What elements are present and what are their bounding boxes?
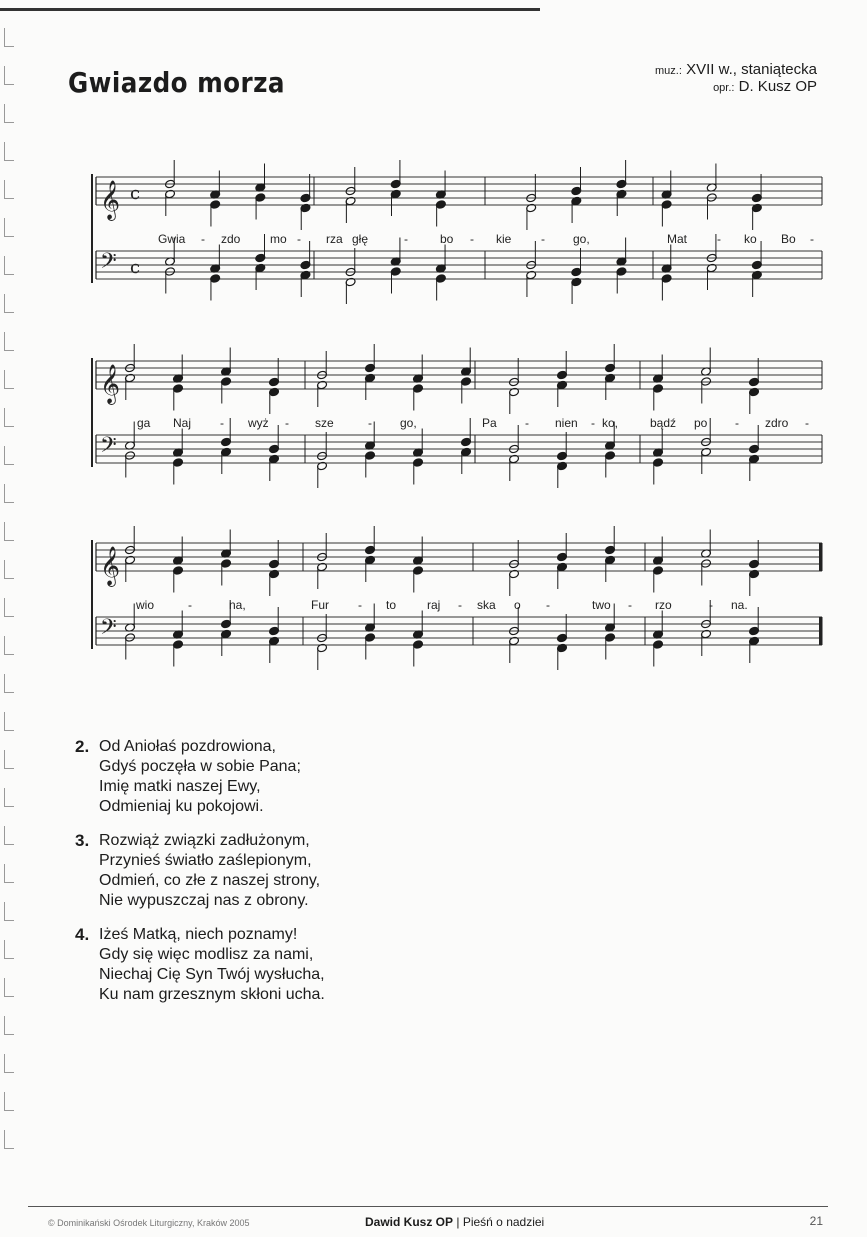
verse-number: 3. (75, 831, 90, 850)
lyric-syllable: - (220, 416, 224, 430)
lyric-syllable: głę (352, 232, 369, 246)
lyric-syllable: o (514, 598, 521, 612)
lyric-syllable: - (810, 232, 814, 246)
verse-number: 4. (75, 925, 90, 944)
page-number: 21 (809, 1214, 823, 1228)
lyric-syllable: wyż (248, 416, 269, 430)
lyric-syllable: mo (270, 232, 287, 246)
lyric-syllable: - (404, 232, 408, 246)
time-signature: c (130, 183, 141, 204)
lyric-syllable: bądź (650, 416, 677, 430)
lyric-syllable: ga (137, 416, 151, 430)
lyric-syllable: - (735, 416, 739, 430)
verses (75, 737, 325, 1019)
lyric-syllable: - (541, 232, 545, 246)
lyric-syllable: - (591, 416, 595, 430)
lyric-syllable: - (201, 232, 205, 246)
lyric-syllable: - (458, 598, 462, 612)
lyric-syllable: - (546, 598, 550, 612)
verse-line: Przynieś światło zaślepionym, (99, 852, 312, 869)
lyric-syllable: Pa (482, 416, 497, 430)
lyric-syllable: - (297, 232, 301, 246)
verse-4 (75, 925, 325, 1005)
lyric-syllable: po (694, 416, 708, 430)
lyric-syllable: - (628, 598, 632, 612)
music-credit: muz.: XVII w., staniątecka (655, 61, 817, 78)
bass-clef: 𝄢 (100, 615, 117, 645)
arranger-credit: opr.: D. Kusz OP (713, 78, 817, 95)
lyric-syllable: - (709, 598, 713, 612)
lyric-syllable: - (368, 416, 372, 430)
bass-clef: 𝄢 (100, 433, 117, 463)
page-title: Gwiazdo morza (68, 66, 285, 99)
verse-line: Niechaj Cię Syn Twój wysłucha, (99, 966, 325, 983)
lyric-syllable: - (188, 598, 192, 612)
lyric-syllable: rza (326, 232, 343, 246)
lyric-syllable: raj (427, 598, 441, 612)
verse-line: Odmień, co złe z naszej strony, (99, 872, 321, 889)
lyric-syllable: kie (496, 232, 512, 246)
final-barline (819, 617, 822, 645)
lyric-syllable: Fur (311, 598, 329, 612)
footer-copyright: © Dominikański Ośrodek Liturgiczny, Kraków 2005 (48, 1218, 250, 1228)
verse-3 (75, 831, 325, 911)
lyric-syllable: zdo (221, 232, 241, 246)
verse-line: Od Aniołaś pozdrowiona, (99, 738, 276, 755)
lyric-syllable: na, (229, 598, 246, 612)
lyric-syllable: - (358, 598, 362, 612)
treble-clef: 𝄞 (100, 546, 121, 586)
verse-line: Gdy się więc modlisz za nami, (99, 946, 314, 963)
lyric-syllable: - (285, 416, 289, 430)
verse-number: 2. (75, 737, 90, 756)
lyric-syllable: wio (136, 598, 155, 612)
footer-rule (28, 1206, 828, 1207)
treble-clef: 𝄞 (100, 180, 121, 220)
bass-clef: 𝄢 (100, 249, 117, 279)
lyric-syllable: to (386, 598, 397, 612)
lyric-syllable: - (717, 232, 721, 246)
lyric-syllable: go, (573, 232, 590, 246)
lyric-syllable: Mat (667, 232, 688, 246)
lyric-syllable: rzo (655, 598, 672, 612)
verse-line: Rozwiąż związki zadłużonym, (99, 832, 310, 849)
lyric-syllable: two (592, 598, 611, 612)
verse-line: Nie wypuszczaj nas z obrony. (99, 892, 309, 909)
lyric-syllable: - (805, 416, 809, 430)
lyric-syllable: - (470, 232, 474, 246)
lyric-syllable: Gwia (158, 232, 186, 246)
lyric-syllable: ko (744, 232, 757, 246)
lyric-syllable: ko, (602, 416, 619, 430)
lyric-syllable: na. (731, 598, 748, 612)
final-barline (819, 543, 822, 571)
lyric-syllable: ska (477, 598, 496, 612)
lyric-syllable: zdro (765, 416, 789, 430)
lyric-syllable: go, (400, 416, 417, 430)
footer-author: Dawid Kusz OP | Pieśń o nadziei (365, 1215, 545, 1229)
lyric-syllable: Naj (173, 416, 192, 430)
verse-line: Gdyś poczęła w sobie Pana; (99, 758, 301, 775)
verse-line: Imię matki naszej Ewy, (99, 778, 261, 795)
lyric-syllable: bo (440, 232, 454, 246)
verse-line: Odmieniaj ku pokojowi. (99, 798, 264, 815)
treble-clef: 𝄞 (100, 364, 121, 404)
lyric-syllable: - (525, 416, 529, 430)
verse-2 (75, 737, 325, 817)
time-signature: c (130, 257, 141, 278)
verse-line: Iżeś Matką, niech poznamy! (99, 926, 298, 943)
lyric-syllable: sze (315, 416, 334, 430)
verse-line: Ku nam grzesznym skłoni ucha. (99, 986, 325, 1003)
lyric-syllable: nien (555, 416, 578, 430)
lyric-syllable: Bo (781, 232, 796, 246)
